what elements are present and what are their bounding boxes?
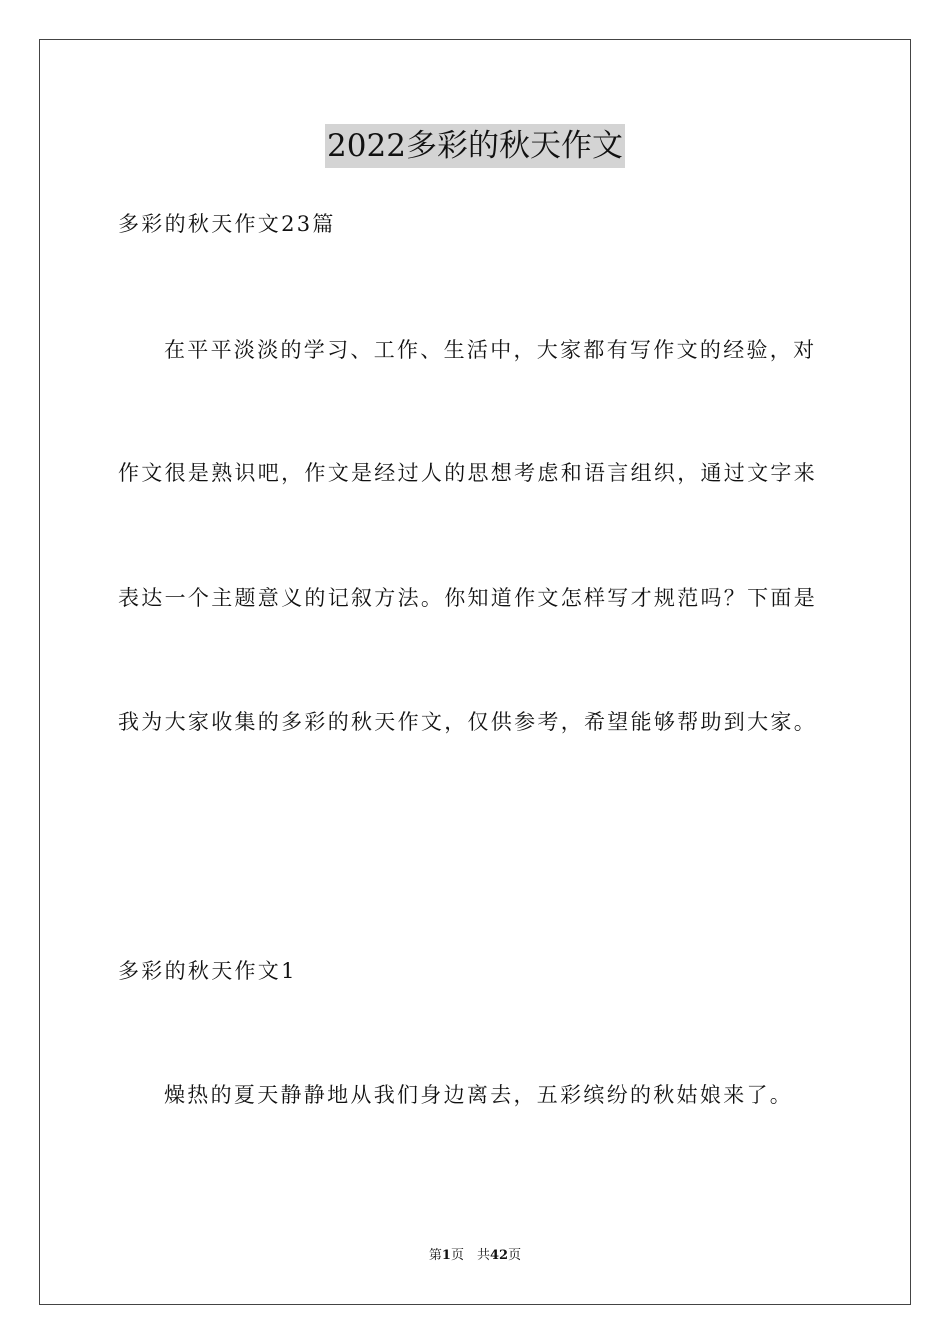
intro-line-4: 我为大家收集的多彩的秋天作文，仅供参考，希望能够帮助到大家。: [118, 710, 817, 734]
document-title: 2022多彩的秋天作文: [325, 124, 625, 168]
intro-line-1: 在平平淡淡的学习、工作、生活中，大家都有写作文的经验，对: [164, 338, 817, 362]
footer-mid: 页 共: [450, 1248, 490, 1263]
footer-current-page: 1: [441, 1248, 451, 1263]
section-paragraph-line: 燥热的夏天静静地从我们身边离去，五彩缤纷的秋姑娘来了。: [164, 1083, 794, 1107]
intro-line-2: 作文很是熟识吧，作文是经过人的思想考虑和语言组织，通过文字来: [118, 461, 817, 485]
document-subtitle: 多彩的秋天作文23篇: [118, 212, 336, 236]
section-heading: 多彩的秋天作文1: [118, 959, 297, 983]
intro-line-3: 表达一个主题意义的记叙方法。你知道作文怎样写才规范吗？下面是: [118, 586, 817, 610]
footer-total-pages: 42: [489, 1248, 509, 1263]
page-footer: [0, 1247, 950, 1265]
title-container: [0, 124, 950, 168]
footer-prefix: 第: [428, 1248, 442, 1263]
footer-suffix: 页: [508, 1248, 522, 1263]
